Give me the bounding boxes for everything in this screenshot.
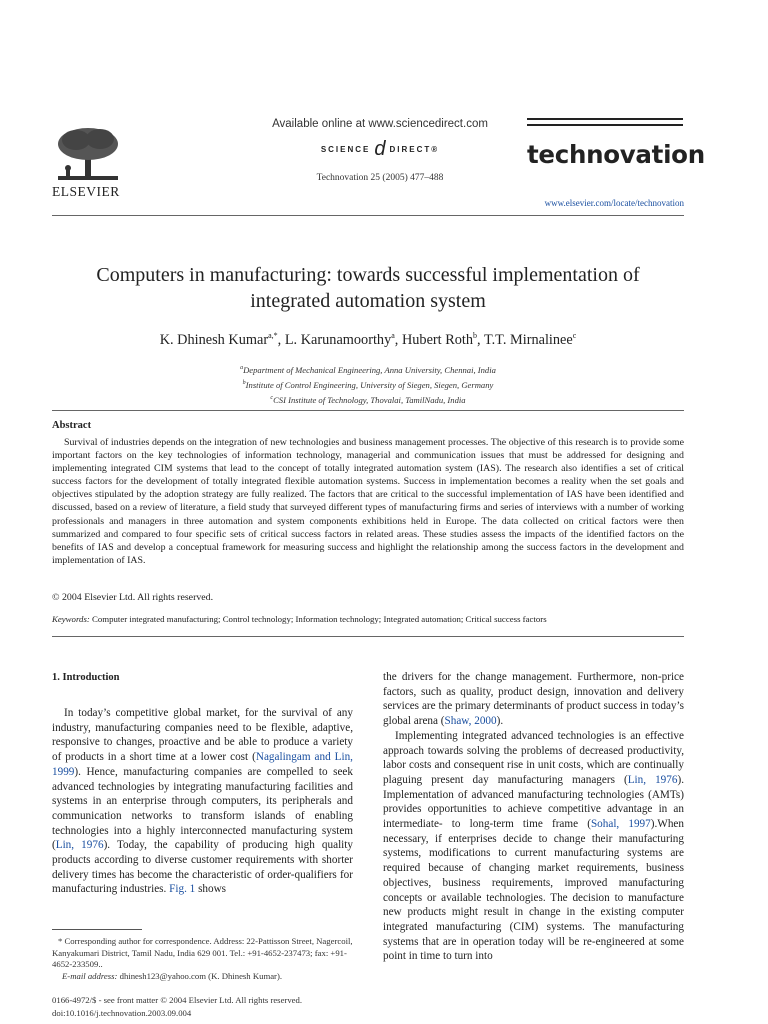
abstract-top-divider — [52, 410, 684, 411]
journal-url-link[interactable]: www.elsevier.com/locate/technovation — [544, 198, 684, 208]
journal-decor-lines — [527, 118, 683, 130]
section-heading-introduction: 1. Introduction — [52, 672, 120, 683]
paragraph — [383, 729, 684, 964]
article-title — [52, 262, 684, 314]
abstract-copyright: © 2004 Elsevier Ltd. All rights reserved. — [52, 592, 214, 603]
sciencedirect-right: DIRECT® — [389, 145, 440, 154]
body-column-left — [52, 706, 353, 897]
keywords-label: Keywords: — [52, 614, 90, 624]
citation-link[interactable]: Sohal, 1997 — [590, 818, 651, 831]
citation-link[interactable]: Nagalingam and Lin, 1999 — [52, 751, 353, 778]
affiliation: $^a$Department of Mechanical Engineering, Anna University, Chennai, India — [240, 364, 496, 375]
email-label: E-mail address: — [62, 970, 118, 981]
paragraph-text: ). Implementation of advanced manufacturing technologies (AMTs) provides opportunities to achieve competitive advantage in an intermediate- to long-term time frame ( — [383, 773, 684, 831]
sciencedirect-left: SCIENCE — [320, 145, 371, 154]
header-divider — [52, 215, 684, 216]
header-center — [230, 118, 530, 183]
journal-name: technovation — [527, 140, 705, 169]
paragraph-text: ).When necessary, if enterprises decide to change their manufacturing systems, modifications to current manufacturing systems are required because of changing market requirements, business objectives, business requirements, improved manufacturing concepts or available technologies. The decision to manufacture new products might result in change in the existing computer integrated manufacturing (CIM) systems. The manufacturing systems that are in operation today will be re-engineered at some point in time to turn into — [383, 818, 684, 963]
issn-line: 0166-4972/$ - see front matter © 2004 Elsevier Ltd. All rights reserved. — [52, 995, 303, 1005]
affiliation: $^b$Institute of Control Engineering, University of Siegen, Siegen, Germany — [242, 379, 494, 390]
paragraph-text: ). Hence, manufacturing companies are compelled to seek advanced technologies by integrating manufacturing facilities and systems in an enterprise through computers, its peripherals and communication networks to transform islands of enabling technologies into a highly interconnected manufacturing system ( — [52, 765, 353, 852]
title-line-2: integrated automation system — [250, 290, 486, 312]
abstract-heading: Abstract — [52, 420, 92, 431]
email-address[interactable]: dhinesh123@yahoo.com (K. Dhinesh Kumar). — [119, 970, 283, 981]
available-online-text: Available online at www.sciencedirect.com — [272, 118, 488, 130]
paragraph-text: Implementing integrated advanced technologies is an effective approach towards solving the problems of decreased productivity, labor costs and consequent rise in unit costs, which are continually plaguing present day manufacturing managers ( — [383, 729, 684, 786]
journal-reference: Technovation 25 (2005) 477–488 — [316, 173, 444, 183]
keywords — [52, 614, 684, 624]
publisher-name: ELSEVIER — [52, 184, 120, 199]
footnote-divider — [52, 929, 142, 930]
paragraph — [383, 670, 684, 729]
sciencedirect-at-glyph: d — [374, 138, 386, 160]
corresponding-author-note: * Corresponding author for correspondence. Address: 22-Pattisson Street, Nagercoil, Kanyakumari District, Tamil Nadu, India 629 001. Tel.: +91-4652-237473; fax: +91-4652-233509.. — [52, 936, 353, 969]
citation-link[interactable]: Lin, 1976 — [627, 773, 678, 786]
affiliations — [52, 362, 684, 407]
paragraph — [52, 706, 353, 897]
body-column-right — [383, 670, 684, 964]
abstract-body: Survival of industries depends on the integration of new technologies and business management processes. The objective of this research is to provide some important factors on the key technologies of information technology, managerial and communication issues that must be addressed for designing and implementing integrated CIM systems that lead to the concept of totally integrated automation system (IAS). The research also identifies a set of critical success factors for the development of totally integrated flexible automation systems. Success in implementation becomes a reality when the set goals and objectives stipulated by the adoption strategy are fully realized. The factors that are critical to the successful implementation of IAS have been identified and discussed, based on a review of literature, a field study that surveyed different types of manufacturing firms and series of interviews with a number of working professionals and managers in three automation and system components exhibitions held in Europe. The data collected on critical factors were then summarized and compared to four specific sets of critical success factors in related areas. These studies assess the impacts of the identified factors on the benefits of IAS and develop a conceptual framework for measuring success and highlight the relationship among the success factors in the development and implementation of IAS. — [52, 437, 684, 566]
author[interactable]: K. Dhinesh Kumar$^{a,*}$ — [159, 331, 278, 348]
paragraph-text: ). Today, the capability of producing high quality products according to diverse customer requirements with shorter delivery times has become the characteristic of order-qualifiers for manufacturing industries. — [52, 839, 353, 896]
keywords-list: Computer integrated manufacturing; Control technology; Information technology; Integrated automation; Critical success factors — [92, 614, 547, 624]
doi-line[interactable]: doi:10.1016/j.technovation.2003.09.004 — [52, 1007, 192, 1018]
citation-link[interactable]: Shaw, 2000 — [444, 715, 497, 728]
footnote — [52, 936, 353, 982]
paragraph-text: ). — [496, 715, 504, 728]
sciencedirect-logo — [230, 138, 530, 161]
author[interactable]: T.T. Mirnalinee$^c$ — [483, 331, 577, 348]
author[interactable]: Hubert Roth$^b$ — [401, 331, 478, 348]
email-line — [52, 971, 353, 983]
paragraph-text: shows — [195, 883, 227, 896]
title-line-1: Computers in manufacturing: towards successful implementation of — [96, 264, 640, 286]
elsevier-tree-logo — [52, 124, 124, 187]
author[interactable]: L. Karunamoorthy$^a$ — [284, 331, 395, 348]
paragraph-text: the drivers for the change management. Furthermore, non-price factors, such as quality, product design, innovation and delivery services are the primary determinants of product success in today’s global arena ( — [383, 671, 684, 728]
author-list: K. Dhinesh Kumar$^{a,*}$, L. Karunamoorthy$^a$, Hubert Roth$^b$, T.T. Mirnalinee$^c$ — [159, 331, 577, 348]
publication-meta — [52, 994, 353, 1019]
abstract-bottom-divider — [52, 636, 684, 637]
citation-link[interactable]: Lin, 1976 — [55, 839, 104, 852]
affiliation: $^c$CSI Institute of Technology, Thovalai, TamilNadu, India — [270, 394, 466, 405]
citation-link[interactable]: Fig. 1 — [169, 883, 196, 896]
paragraph-text: In today’s competitive global market, for the survival of any industry, manufacturing companies need to be flexible, adaptive, responsive to changes, proactive and be able to produce a variety of products in a short time at a lower cost ( — [52, 707, 353, 764]
